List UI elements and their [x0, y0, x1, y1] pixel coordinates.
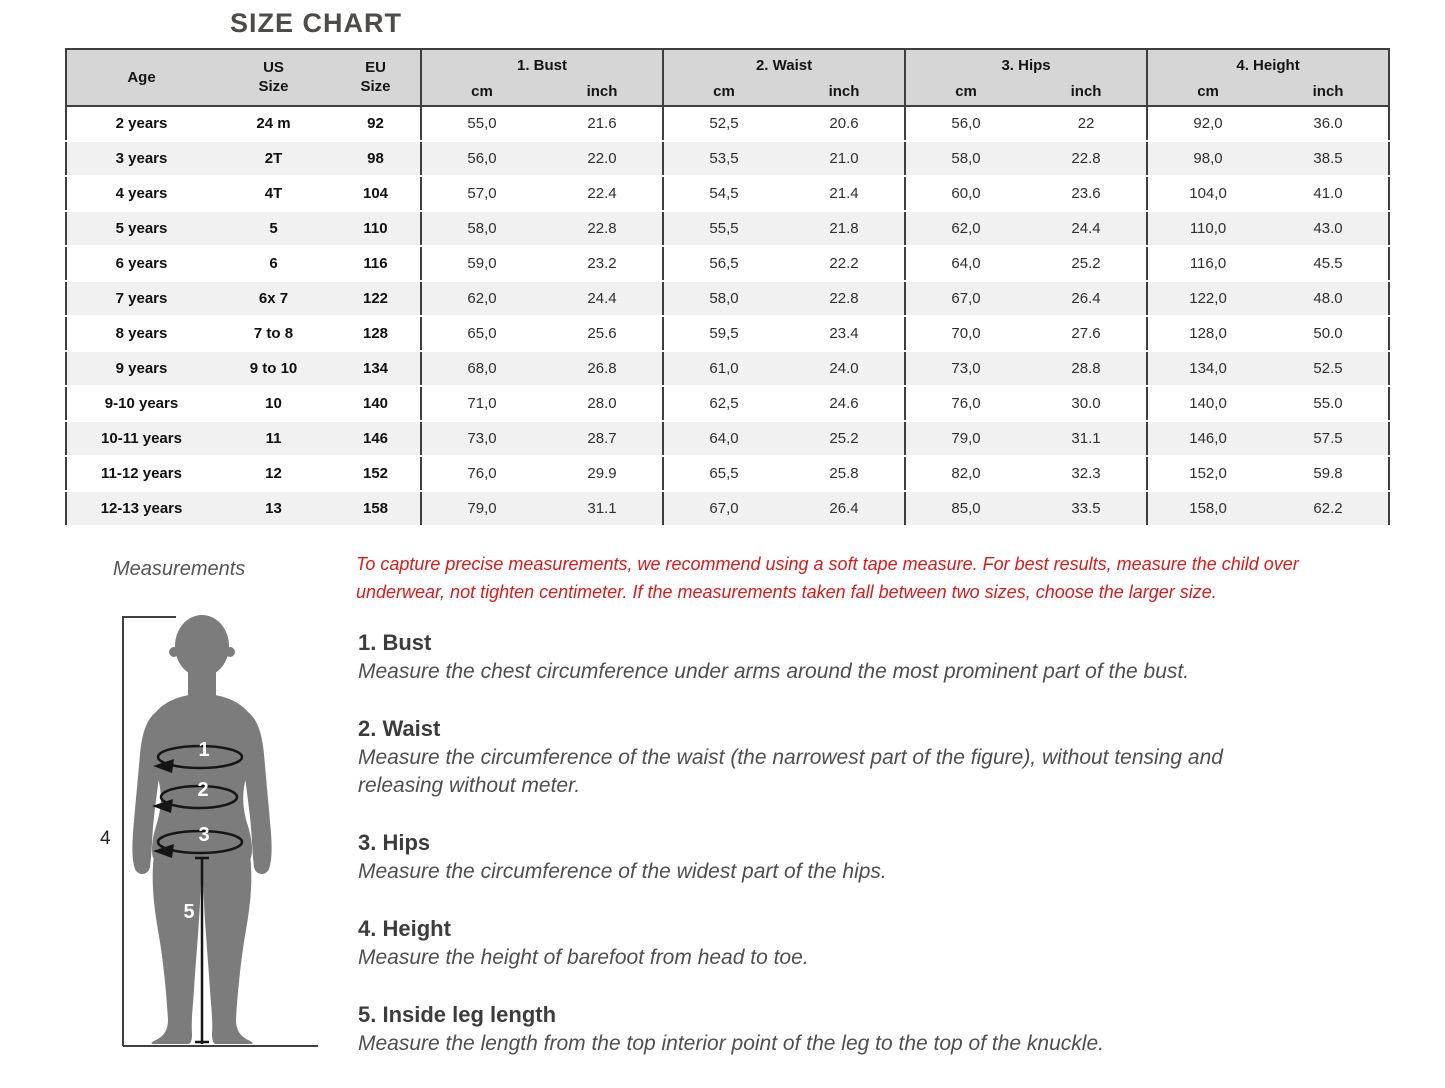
- size-cell: 158: [331, 491, 421, 526]
- size-cell: 140,0: [1147, 386, 1268, 421]
- size-cell: 22.2: [784, 246, 905, 281]
- size-cell: 58,0: [905, 141, 1026, 176]
- size-cell: 26.8: [542, 351, 663, 386]
- size-cell: 6 years: [66, 246, 216, 281]
- size-cell: 3 years: [66, 141, 216, 176]
- sub-header-cm: cm: [663, 81, 784, 106]
- size-row: [66, 281, 1389, 316]
- size-row: [66, 491, 1389, 526]
- body-silhouette-diagram: [90, 606, 320, 1070]
- size-cell: 9-10 years: [66, 386, 216, 421]
- size-cell: 24.6: [784, 386, 905, 421]
- size-cell: 25.6: [542, 316, 663, 351]
- size-cell: 23.6: [1026, 176, 1147, 211]
- size-cell: 62,0: [421, 281, 542, 316]
- size-row: [66, 106, 1389, 141]
- size-cell: 22.8: [542, 211, 663, 246]
- size-cell: 57.5: [1268, 421, 1389, 456]
- size-cell: 60,0: [905, 176, 1026, 211]
- size-cell: 5 years: [66, 211, 216, 246]
- size-cell: 33.5: [1026, 491, 1147, 526]
- instruction-text: Measure the length from the top interior point of the leg to the top of the knuckle.: [358, 1032, 1104, 1055]
- instruction-height: [358, 916, 1308, 972]
- size-cell: 76,0: [905, 386, 1026, 421]
- size-cell: 98,0: [1147, 141, 1268, 176]
- size-cell: 23.4: [784, 316, 905, 351]
- size-cell: 27.6: [1026, 316, 1147, 351]
- col-header-age: Age: [66, 49, 216, 106]
- size-cell: 59.8: [1268, 456, 1389, 491]
- body-measurement-figure: [90, 606, 320, 1070]
- size-cell: 82,0: [905, 456, 1026, 491]
- size-cell: 116,0: [1147, 246, 1268, 281]
- instruction-heading: 4. Height: [358, 916, 451, 941]
- size-cell: 24.0: [784, 351, 905, 386]
- size-cell: 28.7: [542, 421, 663, 456]
- size-cell: 58,0: [663, 281, 784, 316]
- size-row: [66, 316, 1389, 351]
- size-cell: 9 years: [66, 351, 216, 386]
- size-cell: 73,0: [421, 421, 542, 456]
- size-cell: 146: [331, 421, 421, 456]
- size-cell: 21.0: [784, 141, 905, 176]
- measurements-label: Measurements: [113, 558, 246, 580]
- size-cell: 56,0: [421, 141, 542, 176]
- size-cell: 48.0: [1268, 281, 1389, 316]
- size-row: [66, 141, 1389, 176]
- size-cell: 22.8: [784, 281, 905, 316]
- size-cell: 65,5: [663, 456, 784, 491]
- size-cell: 4T: [216, 176, 331, 211]
- hips-marker-label: 3: [198, 824, 210, 846]
- size-cell: 31.1: [542, 491, 663, 526]
- size-cell: 55.0: [1268, 386, 1389, 421]
- group-header-waist: 2. Waist: [663, 49, 905, 81]
- size-cell: 22.8: [1026, 141, 1147, 176]
- measurement-instructions: [358, 630, 1308, 1088]
- group-header-height: 4. Height: [1147, 49, 1389, 81]
- size-cell: 6: [216, 246, 331, 281]
- size-cell: 38.5: [1268, 141, 1389, 176]
- size-cell: 79,0: [421, 491, 542, 526]
- instruction-heading: 5. Inside leg length: [358, 1002, 557, 1027]
- size-cell: 58,0: [421, 211, 542, 246]
- size-cell: 36.0: [1268, 106, 1389, 141]
- size-cell: 20.6: [784, 106, 905, 141]
- size-cell: 25.2: [1026, 246, 1147, 281]
- page-title: SIZE CHART: [230, 8, 402, 38]
- instruction-text: Measure the circumference of the waist (the narrowest part of the figure), without tensing and releasing without meter.: [358, 746, 1223, 797]
- sub-header-inch: inch: [784, 81, 905, 106]
- size-cell: 128,0: [1147, 316, 1268, 351]
- size-cell: 53,5: [663, 141, 784, 176]
- size-cell: 26.4: [784, 491, 905, 526]
- size-cell: 24 m: [216, 106, 331, 141]
- group-header-bust: 1. Bust: [421, 49, 663, 81]
- size-cell: 9 to 10: [216, 351, 331, 386]
- size-cell: 104,0: [1147, 176, 1268, 211]
- instruction-text: Measure the height of barefoot from head to toe.: [358, 946, 809, 969]
- size-row: [66, 246, 1389, 281]
- size-cell: 62.2: [1268, 491, 1389, 526]
- size-cell: 64,0: [905, 246, 1026, 281]
- size-cell: 41.0: [1268, 176, 1389, 211]
- size-cell: 21.4: [784, 176, 905, 211]
- size-cell: 64,0: [663, 421, 784, 456]
- size-cell: 55,0: [421, 106, 542, 141]
- size-cell: 92: [331, 106, 421, 141]
- size-cell: 62,0: [905, 211, 1026, 246]
- size-row: [66, 176, 1389, 211]
- size-cell: 32.3: [1026, 456, 1147, 491]
- instruction-bust: [358, 630, 1308, 686]
- size-cell: 7 to 8: [216, 316, 331, 351]
- size-cell: 122,0: [1147, 281, 1268, 316]
- size-cell: 8 years: [66, 316, 216, 351]
- size-cell: 59,0: [421, 246, 542, 281]
- size-cell: 45.5: [1268, 246, 1389, 281]
- size-cell: 6x 7: [216, 281, 331, 316]
- size-cell: 152,0: [1147, 456, 1268, 491]
- size-cell: 54,5: [663, 176, 784, 211]
- col-header-eu-size: EU Size: [331, 49, 421, 106]
- instruction-heading: 1. Bust: [358, 630, 432, 655]
- size-cell: 158,0: [1147, 491, 1268, 526]
- size-cell: 140: [331, 386, 421, 421]
- size-cell: 128: [331, 316, 421, 351]
- size-cell: 31.1: [1026, 421, 1147, 456]
- size-cell: 11-12 years: [66, 456, 216, 491]
- size-cell: 22.0: [542, 141, 663, 176]
- size-cell: 52.5: [1268, 351, 1389, 386]
- instruction-inside-leg: [358, 1002, 1308, 1058]
- size-cell: 23.2: [542, 246, 663, 281]
- size-row: [66, 386, 1389, 421]
- inseam-marker-label: 5: [183, 901, 195, 923]
- size-cell: 56,0: [905, 106, 1026, 141]
- size-cell: 2T: [216, 141, 331, 176]
- size-cell: 76,0: [421, 456, 542, 491]
- size-cell: 122: [331, 281, 421, 316]
- size-cell: 26.4: [1026, 281, 1147, 316]
- height-marker-label: 4: [100, 828, 111, 849]
- size-cell: 24.4: [1026, 211, 1147, 246]
- size-cell: 25.2: [784, 421, 905, 456]
- size-cell: 70,0: [905, 316, 1026, 351]
- size-chart-table: [65, 48, 1390, 527]
- size-cell: 67,0: [905, 281, 1026, 316]
- size-cell: 22.4: [542, 176, 663, 211]
- table-body: [66, 106, 1389, 526]
- size-cell: 12-13 years: [66, 491, 216, 526]
- size-cell: 12: [216, 456, 331, 491]
- size-cell: 50.0: [1268, 316, 1389, 351]
- size-cell: 152: [331, 456, 421, 491]
- size-cell: 5: [216, 211, 331, 246]
- size-cell: 52,5: [663, 106, 784, 141]
- size-cell: 110,0: [1147, 211, 1268, 246]
- sub-header-inch: inch: [542, 81, 663, 106]
- size-cell: 55,5: [663, 211, 784, 246]
- size-cell: 146,0: [1147, 421, 1268, 456]
- waist-marker-label: 2: [197, 779, 209, 801]
- size-cell: 79,0: [905, 421, 1026, 456]
- size-cell: 71,0: [421, 386, 542, 421]
- size-cell: 2 years: [66, 106, 216, 141]
- size-cell: 13: [216, 491, 331, 526]
- size-cell: 92,0: [1147, 106, 1268, 141]
- size-cell: 21.6: [542, 106, 663, 141]
- sub-header-cm: cm: [1147, 81, 1268, 106]
- size-cell: 11: [216, 421, 331, 456]
- size-cell: 67,0: [663, 491, 784, 526]
- group-header-hips: 3. Hips: [905, 49, 1147, 81]
- size-cell: 61,0: [663, 351, 784, 386]
- size-cell: 7 years: [66, 281, 216, 316]
- size-cell: 57,0: [421, 176, 542, 211]
- size-cell: 10: [216, 386, 331, 421]
- size-cell: 62,5: [663, 386, 784, 421]
- sub-header-cm: cm: [421, 81, 542, 106]
- sub-header-inch: inch: [1268, 81, 1389, 106]
- size-cell: 30.0: [1026, 386, 1147, 421]
- size-cell: 22: [1026, 106, 1147, 141]
- size-cell: 21.8: [784, 211, 905, 246]
- size-cell: 85,0: [905, 491, 1026, 526]
- size-cell: 25.8: [784, 456, 905, 491]
- size-row: [66, 456, 1389, 491]
- instruction-text: Measure the chest circumference under arms around the most prominent part of the bust.: [358, 660, 1190, 683]
- size-cell: 65,0: [421, 316, 542, 351]
- size-cell: 98: [331, 141, 421, 176]
- sub-header-inch: inch: [1026, 81, 1147, 106]
- size-cell: 104: [331, 176, 421, 211]
- size-cell: 110: [331, 211, 421, 246]
- instruction-text: Measure the circumference of the widest part of the hips.: [358, 860, 887, 883]
- size-cell: 68,0: [421, 351, 542, 386]
- instruction-heading: 2. Waist: [358, 716, 441, 741]
- size-cell: 116: [331, 246, 421, 281]
- measurement-note: To capture precise measurements, we recommend using a soft tape measure. For best results, measure the child over underwear, not tighten centimeter. If the measurements taken fall between two sizes, choose the larger size.: [356, 554, 1299, 602]
- size-cell: 134,0: [1147, 351, 1268, 386]
- size-row: [66, 211, 1389, 246]
- bust-marker-label: 1: [198, 739, 210, 761]
- table-header: [66, 49, 1389, 106]
- size-cell: 28.8: [1026, 351, 1147, 386]
- instruction-hips: [358, 830, 1308, 886]
- size-cell: 24.4: [542, 281, 663, 316]
- size-cell: 56,5: [663, 246, 784, 281]
- size-cell: 29.9: [542, 456, 663, 491]
- size-cell: 59,5: [663, 316, 784, 351]
- size-cell: 28.0: [542, 386, 663, 421]
- col-header-us-size: US Size: [216, 49, 331, 106]
- size-row: [66, 421, 1389, 456]
- instruction-heading: 3. Hips: [358, 830, 431, 855]
- size-cell: 10-11 years: [66, 421, 216, 456]
- size-cell: 4 years: [66, 176, 216, 211]
- size-cell: 73,0: [905, 351, 1026, 386]
- size-cell: 134: [331, 351, 421, 386]
- instruction-waist: [358, 716, 1308, 800]
- size-row: [66, 351, 1389, 386]
- sub-header-cm: cm: [905, 81, 1026, 106]
- size-cell: 43.0: [1268, 211, 1389, 246]
